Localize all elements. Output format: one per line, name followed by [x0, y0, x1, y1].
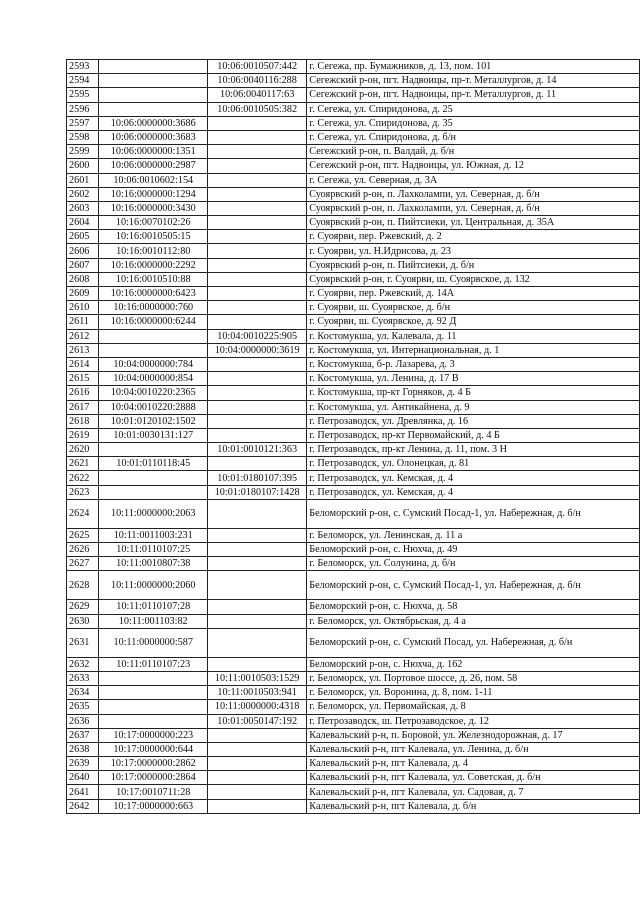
cadastral-number-premises	[208, 600, 307, 614]
cadastral-number-building: 10:06:0000000:3683	[99, 130, 208, 144]
cadastral-number-building	[99, 443, 208, 457]
table-row	[67, 159, 640, 173]
address-cell: г. Сегежа, ул. Спиридонова, д. 25	[307, 102, 640, 116]
cadastral-number-building: 10:16:0010112:80	[99, 244, 208, 258]
cadastral-number-building: 10:11:001103:82	[99, 614, 208, 628]
address-cell: Беломорский р-он, с. Нюхча, д. 49	[307, 543, 640, 557]
cadastral-number-premises	[208, 145, 307, 159]
address-cell: г. Костомукша, ул. Антикайнена, д. 9	[307, 400, 640, 414]
cadastral-number-premises: 10:01:0180107:1428	[208, 485, 307, 499]
row-number: 2628	[67, 571, 99, 600]
row-number: 2624	[67, 499, 99, 528]
row-number: 2618	[67, 414, 99, 428]
address-cell: г. Костомукша, ул. Интернациональная, д. 1	[307, 343, 640, 357]
cadastral-number-building: 10:16:0000000:3430	[99, 201, 208, 215]
cadastral-number-building: 10:01:0120102:1502	[99, 414, 208, 428]
address-cell: Суоярвский р-он, п. Пийтсиеки, ул. Центральная, д. 35А	[307, 216, 640, 230]
table-row	[67, 671, 640, 685]
table-row	[67, 400, 640, 414]
cadastral-number-premises	[208, 372, 307, 386]
table-row	[67, 614, 640, 628]
cadastral-number-building: 10:16:0010505:15	[99, 230, 208, 244]
address-cell: г. Беломорск, ул. Воронина, д. 8, пом. 1-11	[307, 686, 640, 700]
cadastral-number-premises	[208, 400, 307, 414]
row-number: 2610	[67, 301, 99, 315]
row-number: 2621	[67, 457, 99, 471]
table-row	[67, 414, 640, 428]
table-row	[67, 74, 640, 88]
address-cell: Беломорский р-он, с. Сумский Посад-1, ул. Набережная, д. б/н	[307, 571, 640, 600]
cadastral-number-building: 10:04:0010220:2365	[99, 386, 208, 400]
cadastral-number-premises	[208, 414, 307, 428]
address-cell: Калевальский р-н, п. Боровой, ул. Железнодорожная, д. 17	[307, 728, 640, 742]
row-number: 2608	[67, 272, 99, 286]
address-cell: г. Петрозаводск, ул. Кемская, д. 4	[307, 471, 640, 485]
table-row	[67, 571, 640, 600]
cadastral-number-premises	[208, 287, 307, 301]
row-number: 2617	[67, 400, 99, 414]
cadastral-number-premises	[208, 173, 307, 187]
table-row	[67, 258, 640, 272]
address-cell: г. Сегежа, ул. Северная, д. 3А	[307, 173, 640, 187]
cadastral-number-building: 10:01:0110118:45	[99, 457, 208, 471]
row-number: 2625	[67, 528, 99, 542]
address-cell: Суоярвский р-он, п. Лахколампи, ул. Северная, д. б/н	[307, 201, 640, 215]
cadastral-number-building	[99, 74, 208, 88]
table-row	[67, 428, 640, 442]
cadastral-number-building: 10:11:0110107:25	[99, 543, 208, 557]
cadastral-number-premises	[208, 130, 307, 144]
address-cell: Беломорский р-он, с. Сумский Посад-1, ул. Набережная, д. б/н	[307, 499, 640, 528]
row-number: 2637	[67, 728, 99, 742]
cadastral-number-building	[99, 102, 208, 116]
address-cell: Сегежский р-он, пгт. Надвоицы, пр-т. Металлургов, д. 14	[307, 74, 640, 88]
table-row	[67, 728, 640, 742]
cadastral-number-premises	[208, 571, 307, 600]
cadastral-number-building	[99, 686, 208, 700]
row-number: 2616	[67, 386, 99, 400]
address-cell: г. Сегежа, ул. Спиридонова, д. б/н	[307, 130, 640, 144]
table-row	[67, 657, 640, 671]
cadastral-number-premises: 10:06:0010507:442	[208, 60, 307, 74]
table-row	[67, 700, 640, 714]
row-number: 2636	[67, 714, 99, 728]
table-row	[67, 116, 640, 130]
table-row	[67, 714, 640, 728]
cadastral-number-premises: 10:04:0000000:3619	[208, 343, 307, 357]
table-row	[67, 686, 640, 700]
cadastral-number-premises	[208, 628, 307, 657]
address-cell: Калевальский р-н, пгт Калевала, д. 4	[307, 757, 640, 771]
address-cell: г. Суоярви, ш. Суоярвское, д. б/н	[307, 301, 640, 315]
row-number: 2615	[67, 372, 99, 386]
table-row	[67, 386, 640, 400]
address-cell: Беломорский р-он, с. Сумский Посад, ул. Набережная, д. б/н	[307, 628, 640, 657]
cadastral-number-premises	[208, 457, 307, 471]
table-row	[67, 315, 640, 329]
table-row	[67, 329, 640, 343]
cadastral-number-premises	[208, 386, 307, 400]
cadastral-number-premises: 10:04:0010225:905	[208, 329, 307, 343]
table-row	[67, 600, 640, 614]
cadastral-number-premises: 10:01:0050147:192	[208, 714, 307, 728]
cadastral-number-premises: 10:01:0180107:395	[208, 471, 307, 485]
table-row	[67, 145, 640, 159]
cadastral-number-premises	[208, 315, 307, 329]
row-number: 2623	[67, 485, 99, 499]
address-cell: г. Костомукша, ул. Калевала, д. 11	[307, 329, 640, 343]
cadastral-number-premises	[208, 757, 307, 771]
table-row	[67, 628, 640, 657]
cadastral-number-building: 10:11:0000000:2060	[99, 571, 208, 600]
table-row	[67, 443, 640, 457]
cadastral-number-building: 10:16:0000000:2292	[99, 258, 208, 272]
cadastral-number-premises	[208, 116, 307, 130]
cadastral-number-building: 10:01:0030131:127	[99, 428, 208, 442]
table-row	[67, 357, 640, 371]
address-cell: г. Петрозаводск, ул. Олонецкая, д. 81	[307, 457, 640, 471]
table-row	[67, 757, 640, 771]
cadastral-number-premises	[208, 258, 307, 272]
cadastral-number-premises	[208, 799, 307, 813]
table-row	[67, 88, 640, 102]
cadastral-number-premises: 10:01:0010121:363	[208, 443, 307, 457]
row-number: 2609	[67, 287, 99, 301]
row-number: 2596	[67, 102, 99, 116]
address-cell: Сегежский р-он, пгт. Надвоицы, ул. Южная, д. 12	[307, 159, 640, 173]
row-number: 2604	[67, 216, 99, 230]
address-cell: г. Костомукша, пр-кт Горняков, д. 4 Б	[307, 386, 640, 400]
cadastral-number-building: 10:04:0000000:854	[99, 372, 208, 386]
address-cell: Суоярвский р-он, п. Пийтсиеки, д. б/н	[307, 258, 640, 272]
cadastral-number-building: 10:06:0000000:2987	[99, 159, 208, 173]
cadastral-number-building	[99, 60, 208, 74]
address-cell: г. Суоярви, ш. Суоярвское, д. 92 Д	[307, 315, 640, 329]
table-row	[67, 287, 640, 301]
cadastral-number-building	[99, 671, 208, 685]
cadastral-number-premises: 10:11:0000000:4318	[208, 700, 307, 714]
address-cell: г. Беломорск, ул. Солунина, д. б/н	[307, 557, 640, 571]
address-cell: Калевальский р-н, пгт Калевала, ул. Советская, д. б/н	[307, 771, 640, 785]
cadastral-number-building: 10:17:0000000:644	[99, 742, 208, 756]
row-number: 2642	[67, 799, 99, 813]
row-number: 2601	[67, 173, 99, 187]
table-row	[67, 301, 640, 315]
cadastral-number-building: 10:06:0010602:154	[99, 173, 208, 187]
cadastral-number-building: 10:11:0011003:231	[99, 528, 208, 542]
cadastral-number-premises	[208, 528, 307, 542]
cadastral-number-premises	[208, 428, 307, 442]
row-number: 2594	[67, 74, 99, 88]
row-number: 2607	[67, 258, 99, 272]
cadastral-number-building: 10:17:0000000:2864	[99, 771, 208, 785]
table-row	[67, 343, 640, 357]
cadastral-number-premises	[208, 301, 307, 315]
table-row	[67, 173, 640, 187]
row-number: 2627	[67, 557, 99, 571]
row-number: 2630	[67, 614, 99, 628]
row-number: 2622	[67, 471, 99, 485]
table-row	[67, 230, 640, 244]
cadastral-number-building	[99, 471, 208, 485]
cadastral-number-premises	[208, 771, 307, 785]
cadastral-number-premises	[208, 201, 307, 215]
cadastral-number-building: 10:16:0000000:1294	[99, 187, 208, 201]
address-cell: г. Суоярви, ул. Н.Идрисова, д. 23	[307, 244, 640, 258]
address-cell: г. Беломорск, ул. Октябрьская, д. 4 а	[307, 614, 640, 628]
cadastral-number-building	[99, 700, 208, 714]
address-cell: Калевальский р-н, пгт Калевала, д. б/н	[307, 799, 640, 813]
cadastral-number-premises	[208, 244, 307, 258]
table-row	[67, 372, 640, 386]
table-row	[67, 130, 640, 144]
row-number: 2640	[67, 771, 99, 785]
table-row	[67, 201, 640, 215]
cadastral-number-premises	[208, 785, 307, 799]
row-number: 2632	[67, 657, 99, 671]
table-row	[67, 528, 640, 542]
table-row	[67, 485, 640, 499]
table-row	[67, 771, 640, 785]
table-row	[67, 216, 640, 230]
cadastral-number-premises	[208, 357, 307, 371]
row-number: 2629	[67, 600, 99, 614]
table-row	[67, 543, 640, 557]
cadastral-number-premises	[208, 742, 307, 756]
cadastral-number-building	[99, 88, 208, 102]
property-register-table	[66, 59, 640, 814]
row-number: 2626	[67, 543, 99, 557]
address-cell: г. Сегежа, ул. Спиридонова, д. 35	[307, 116, 640, 130]
cadastral-number-building	[99, 714, 208, 728]
address-cell: Сегежский р-он, пгт. Надвоицы, пр-т. Металлургов, д. 11	[307, 88, 640, 102]
cadastral-number-building: 10:17:0010711:28	[99, 785, 208, 799]
table-row	[67, 457, 640, 471]
cadastral-number-building: 10:16:0010510:88	[99, 272, 208, 286]
address-cell: г. Беломорск, ул. Первомайская, д. 8	[307, 700, 640, 714]
row-number: 2635	[67, 700, 99, 714]
row-number: 2603	[67, 201, 99, 215]
row-number: 2631	[67, 628, 99, 657]
table-row	[67, 557, 640, 571]
row-number: 2612	[67, 329, 99, 343]
cadastral-number-building: 10:17:0000000:2862	[99, 757, 208, 771]
address-cell: г. Петрозаводск, ул. Древлянка, д. 16	[307, 414, 640, 428]
row-number: 2634	[67, 686, 99, 700]
address-cell: г. Петрозаводск, ш. Петрозаводское, д. 12	[307, 714, 640, 728]
row-number: 2598	[67, 130, 99, 144]
cadastral-number-premises	[208, 614, 307, 628]
cadastral-number-premises	[208, 499, 307, 528]
cadastral-number-building: 10:16:0000000:6423	[99, 287, 208, 301]
cadastral-number-building	[99, 343, 208, 357]
cadastral-number-premises: 10:06:0040117:63	[208, 88, 307, 102]
cadastral-number-premises	[208, 272, 307, 286]
table-row	[67, 785, 640, 799]
address-cell: г. Сегежа, пр. Бумажников, д. 13, пом. 101	[307, 60, 640, 74]
cadastral-number-premises	[208, 230, 307, 244]
row-number: 2606	[67, 244, 99, 258]
row-number: 2613	[67, 343, 99, 357]
row-number: 2614	[67, 357, 99, 371]
cadastral-number-premises	[208, 657, 307, 671]
cadastral-number-building: 10:17:0000000:223	[99, 728, 208, 742]
cadastral-number-building: 10:17:0000000:663	[99, 799, 208, 813]
address-cell: Суоярвский р-он, п. Лахколампи, ул. Северная, д. б/н	[307, 187, 640, 201]
row-number: 2619	[67, 428, 99, 442]
table-row	[67, 471, 640, 485]
address-cell: г. Петрозаводск, пр-кт Первомайский, д. 4 Б	[307, 428, 640, 442]
address-cell: г. Суоярви, пер. Ржевский, д. 2	[307, 230, 640, 244]
row-number: 2602	[67, 187, 99, 201]
address-cell: Калевальский р-н, пгт Калевала, ул. Ленина, д. б/н	[307, 742, 640, 756]
cadastral-number-premises	[208, 216, 307, 230]
row-number: 2600	[67, 159, 99, 173]
row-number: 2638	[67, 742, 99, 756]
cadastral-number-building	[99, 485, 208, 499]
cadastral-number-building: 10:16:0000000:760	[99, 301, 208, 315]
table-row	[67, 60, 640, 74]
row-number: 2641	[67, 785, 99, 799]
address-cell: г. Костомукша, ул. Ленина, д. 17 В	[307, 372, 640, 386]
cadastral-number-building: 10:04:0010220:2888	[99, 400, 208, 414]
row-number: 2597	[67, 116, 99, 130]
table-row	[67, 102, 640, 116]
row-number: 2595	[67, 88, 99, 102]
address-cell: Сегежский р-он, п. Валдай, д. б/н	[307, 145, 640, 159]
address-cell: г. Петрозаводск, пр-кт Ленина, д. 11, пом. 3 Н	[307, 443, 640, 457]
table-row	[67, 187, 640, 201]
cadastral-number-premises: 10:06:0010505:382	[208, 102, 307, 116]
address-cell: г. Беломорск, ул. Портовое шоссе, д. 26, пом. 58	[307, 671, 640, 685]
table-row	[67, 799, 640, 813]
cadastral-number-building: 10:11:0110107:28	[99, 600, 208, 614]
address-cell: г. Беломорск, ул. Ленинская, д. 11 а	[307, 528, 640, 542]
cadastral-number-building: 10:11:0000000:2063	[99, 499, 208, 528]
cadastral-number-building: 10:06:0000000:3686	[99, 116, 208, 130]
cadastral-number-building	[99, 329, 208, 343]
cadastral-number-premises	[208, 543, 307, 557]
cadastral-number-premises: 10:11:0010503:941	[208, 686, 307, 700]
address-cell: Суоярвский р-он, г. Суоярви, ш. Суоярвское, д. 132	[307, 272, 640, 286]
cadastral-number-premises	[208, 159, 307, 173]
register-rows	[67, 60, 640, 814]
cadastral-number-building: 10:16:0000000:6244	[99, 315, 208, 329]
row-number: 2605	[67, 230, 99, 244]
row-number: 2611	[67, 315, 99, 329]
row-number: 2639	[67, 757, 99, 771]
table-row	[67, 742, 640, 756]
address-cell: г. Петрозаводск, ул. Кемская, д. 4	[307, 485, 640, 499]
cadastral-number-building: 10:11:0000000:587	[99, 628, 208, 657]
address-cell: Беломорский р-он, с. Нюхча, д. 162	[307, 657, 640, 671]
row-number: 2633	[67, 671, 99, 685]
cadastral-number-premises	[208, 557, 307, 571]
cadastral-number-building: 10:11:0110107:23	[99, 657, 208, 671]
address-cell: г. Костомукша, б-р. Лазарева, д. 3	[307, 357, 640, 371]
address-cell: Беломорский р-он, с. Нюхча, д. 58	[307, 600, 640, 614]
row-number: 2593	[67, 60, 99, 74]
cadastral-number-premises: 10:06:0040116:288	[208, 74, 307, 88]
cadastral-number-premises	[208, 187, 307, 201]
cadastral-number-building: 10:04:0000000:784	[99, 357, 208, 371]
table-row	[67, 272, 640, 286]
cadastral-number-building: 10:11:0010807:38	[99, 557, 208, 571]
row-number: 2620	[67, 443, 99, 457]
address-cell: г. Суоярви, пер. Ржевский, д. 14А	[307, 287, 640, 301]
address-cell: Калевальский р-н, пгт Калевала, ул. Садовая, д. 7	[307, 785, 640, 799]
table-row	[67, 244, 640, 258]
cadastral-number-building: 10:16:0070102:26	[99, 216, 208, 230]
cadastral-number-premises: 10:11:0010503:1529	[208, 671, 307, 685]
cadastral-number-building: 10:06:0000000:1351	[99, 145, 208, 159]
cadastral-number-premises	[208, 728, 307, 742]
row-number: 2599	[67, 145, 99, 159]
table-row	[67, 499, 640, 528]
